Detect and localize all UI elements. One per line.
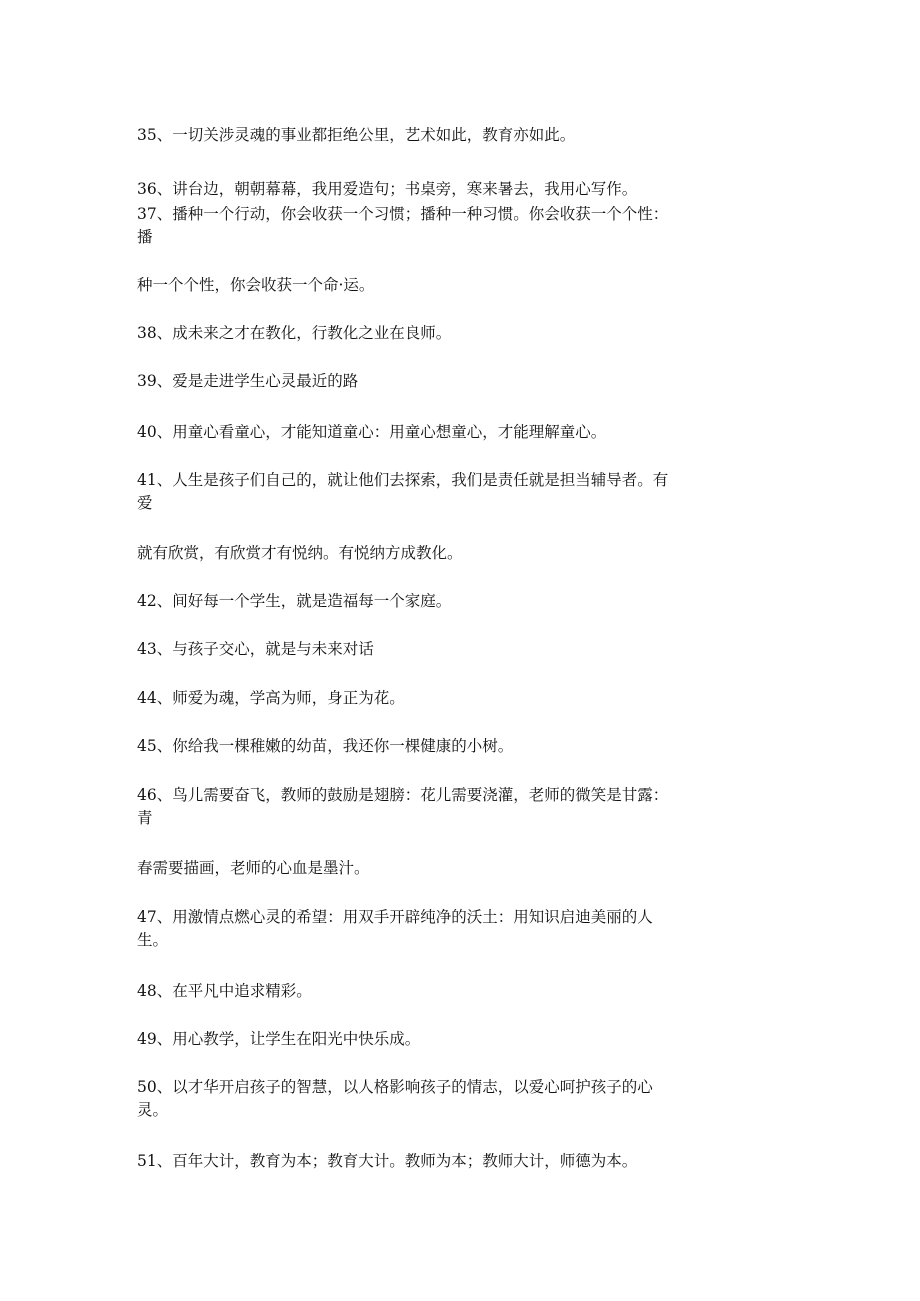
text-line-42: 42、间好每一个学生，就是造福每一个家庭。 [137,592,452,610]
text-line-47-wrap: 生。 [137,931,169,949]
text-line-46-wrap: 青 [137,809,153,827]
text-line-36: 36、讲台边，朝朝幕幕，我用爱造句；书桌旁，寒来暑去，我用心写作。 [137,180,638,198]
text-line-37: 37、播种一个行动，你会收获一个习惯；播种一种习惯。你会收获一个个性： [137,205,669,223]
text-line-37-continued: 种一个个性，你会收获一个命·运。 [137,276,375,294]
text-line-45: 45、你给我一棵稚嫩的幼苗，我还你一棵健康的小树。 [137,737,514,755]
text-line-46: 46、鸟儿需要奋飞，教师的鼓励是翅膀：花儿需要浇灌，老师的微笑是甘露： [137,786,669,804]
text-line-41-continued: 就有欣赏，有欣赏才有悦纳。有悦纳方成教化。 [137,544,463,562]
text-line-39: 39、爱是走进学生心灵最近的路 [137,372,359,390]
text-line-50-wrap: 灵。 [137,1101,169,1119]
text-line-47: 47、用激情点燃心灵的希望：用双手开辟纯净的沃土：用知识启迪美丽的人 [137,908,653,926]
text-line-41-wrap: 爱 [137,494,153,512]
text-line-38: 38、成未来之才在教化，行教化之业在良师。 [137,324,452,342]
text-line-41: 41、人生是孩子们自己的，就让他们去探索，我们是责任就是担当辅导者。有 [137,471,669,489]
text-line-50: 50、以才华开启孩子的智慧，以人格影响孩子的情志，以爱心呵护孩子的心 [137,1078,653,1096]
text-line-37-wrap: 播 [137,228,153,246]
text-line-46-continued: 春需要描画，老师的心血是墨汁。 [137,859,370,877]
text-line-43: 43、与孩子交心，就是与未来对话 [137,640,374,658]
text-line-35: 35、一切关涉灵魂的事业都拒绝公里，艺术如此，教育亦如此。 [137,126,576,144]
text-line-51: 51、百年大计，教育为本；教育大计。教师为本；教师大计，师德为本。 [137,1152,638,1170]
text-line-44: 44、师爱为魂，学高为师，身正为花。 [137,689,405,707]
text-line-48: 48、在平凡中追求精彩。 [137,982,312,1000]
text-line-49: 49、用心教学，让学生在阳光中快乐成。 [137,1030,421,1048]
text-line-40: 40、用童心看童心，才能知道童心：用童心想童心，才能理解童心。 [137,423,607,441]
